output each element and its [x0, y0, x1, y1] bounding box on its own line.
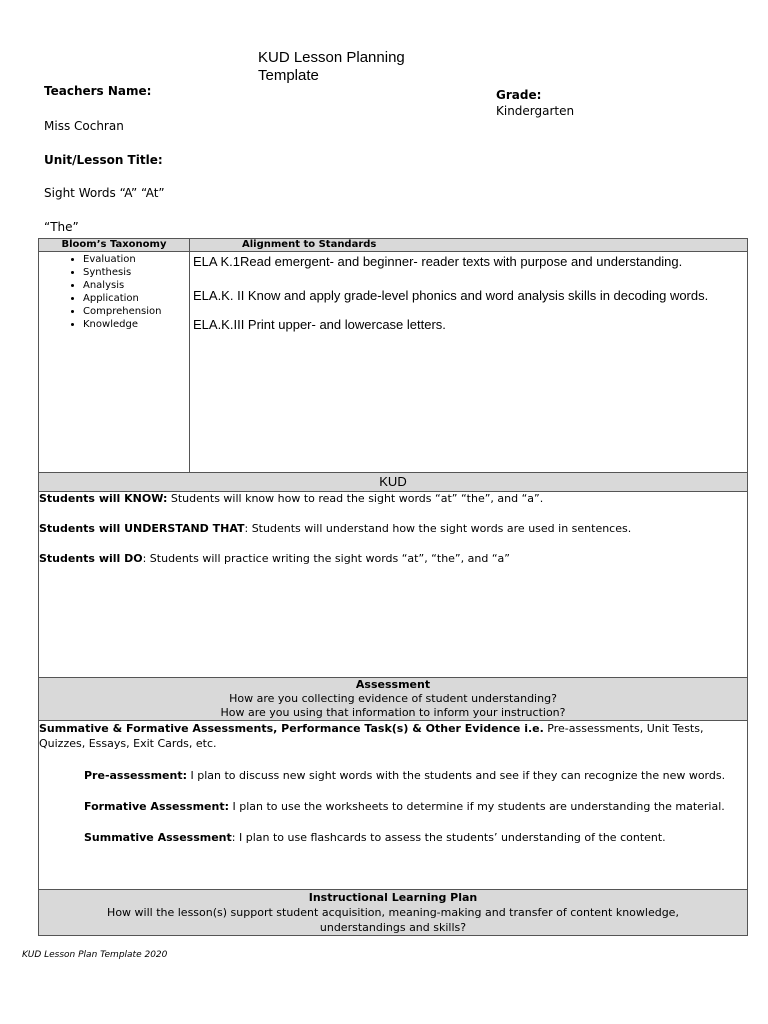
blooms-header: Bloom’s Taxonomy — [39, 239, 190, 252]
lesson-plan-table — [38, 238, 748, 936]
assessment-body-cell — [39, 721, 748, 890]
pre-label: Pre-assessment: — [84, 769, 187, 782]
standard-1: ELA K.1Read emergent- and beginner- reader texts with purpose and understanding. — [193, 254, 683, 269]
kud-cell — [39, 492, 748, 678]
list-item: • Application — [83, 292, 189, 305]
understand-label: Students will UNDERSTAND THAT — [39, 522, 245, 535]
ilp-cell — [39, 890, 748, 936]
summative-assessment — [39, 830, 747, 845]
formative-label: Formative Assessment: — [84, 800, 229, 813]
blooms-list — [39, 253, 189, 331]
kud-understand — [39, 522, 747, 536]
unit-title-label: Unit/Lesson Title: — [44, 153, 163, 167]
formative-assessment — [39, 799, 747, 814]
understand-text: : Students will understand how the sight words are used in sentences. — [244, 522, 632, 535]
list-item: • Synthesis — [83, 266, 189, 279]
assessment-question-1: How are you collecting evidence of student understanding? — [229, 692, 557, 705]
assessment-header: Assessment — [355, 678, 431, 691]
know-text: Students will know how to read the sight words “at” “the”, and “a”. — [167, 492, 544, 505]
formative-text: I plan to use the worksheets to determine if my students are understanding the material. — [229, 800, 725, 813]
summative-text: : I plan to use flashcards to assess the students’ understanding of the content. — [231, 831, 666, 844]
unit-title-value-2: “The” — [44, 220, 79, 234]
grade-value: Kindergarten — [496, 104, 575, 118]
grade-label: Grade: — [496, 88, 542, 102]
title-line-2: Template — [258, 67, 319, 84]
standards-cell — [190, 252, 748, 473]
standard-3: ELA.K.III Print upper- and lowercase letters. — [193, 317, 446, 332]
footer: KUD Lesson Plan Template 2020 — [22, 950, 168, 960]
ilp-question: How will the lesson(s) support student acquisition, meaning-making and transfer of content knowledge, understandings and skills? — [107, 906, 679, 934]
list-item: • Comprehension — [83, 305, 189, 318]
do-text: : Students will practice writing the sight words “at”, “the”, and “a” — [142, 552, 510, 565]
blooms-cell — [39, 252, 190, 473]
evidence-label: Summative & Formative Assessments, Performance Task(s) & Other Evidence i.e. — [39, 722, 544, 735]
document-title — [258, 49, 405, 85]
standards-header: Alignment to Standards — [190, 239, 748, 252]
teacher-name-value: Miss Cochran — [44, 119, 124, 133]
summative-label: Summative Assessment — [84, 831, 232, 844]
evidence-paragraph — [39, 721, 747, 751]
kud-do — [39, 552, 747, 566]
know-label: Students will KNOW: — [39, 492, 168, 505]
standard-2: ELA.K. II Know and apply grade-level phonics and word analysis skills in decoding words. — [193, 288, 709, 303]
kud-know — [39, 492, 747, 506]
unit-title-value-1: Sight Words “A” “At” — [44, 186, 165, 200]
title-line-1: KUD Lesson Planning — [258, 49, 405, 66]
do-label: Students will DO — [39, 552, 143, 565]
evidence-text: Pre-assessments, Unit Tests, Quizzes, Essays, Exit Cards, etc. — [39, 722, 704, 750]
teacher-name-label: Teachers Name: — [44, 84, 152, 98]
assessment-header-cell — [39, 678, 748, 721]
assessment-question-2: How are you using that information to inform your instruction? — [220, 706, 566, 719]
list-item: • Knowledge — [83, 318, 189, 331]
kud-header: KUD — [39, 473, 748, 492]
pre-assessment — [39, 768, 747, 783]
ilp-header: Instructional Learning Plan — [308, 891, 478, 904]
pre-text: I plan to discuss new sight words with the students and see if they can recognize the new words. — [187, 769, 726, 782]
list-item: • Evaluation — [83, 253, 189, 266]
list-item: • Analysis — [83, 279, 189, 292]
